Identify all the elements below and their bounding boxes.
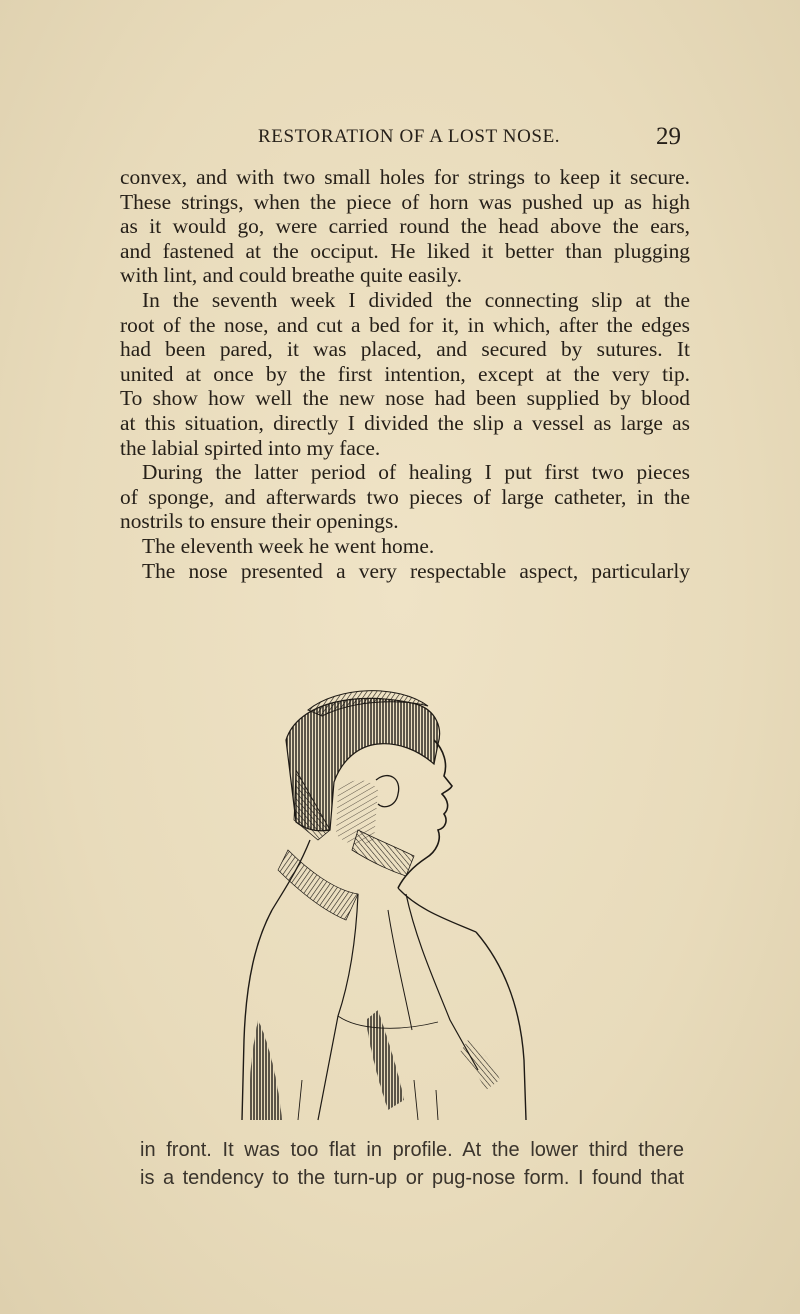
text-line: in front. It was too flat in profile. At the lower third there	[140, 1139, 684, 1161]
text-line: These strings, when the piece of horn was pushed up as high	[120, 189, 690, 214]
shirt-front	[388, 910, 412, 1030]
text-line: To show how well the new nose had been supplied by blood	[120, 386, 690, 411]
text-line: nostrils to ensure their openings.	[120, 509, 399, 534]
text-line: and fastened at the occiput. He liked it better than plugging	[120, 238, 690, 263]
waist-line	[338, 1016, 438, 1028]
text-line: as it would go, were carried round the head above the ears,	[120, 214, 690, 239]
running-head: RESTORATION OF A LOST NOSE.	[258, 126, 561, 147]
text-line: at this situation, directly I divided the slip a vessel as large as	[120, 410, 690, 435]
text-line: is a tendency to the turn-up or pug-nose form. I found that	[140, 1167, 684, 1189]
text-line: the labial spirted into my face.	[120, 435, 381, 460]
ear	[376, 776, 399, 807]
coat-shading-center	[366, 1010, 404, 1110]
page-header	[0, 123, 800, 156]
coat-shading-right	[460, 1040, 500, 1090]
text-line: During the latter period of healing I put first two pieces	[142, 460, 690, 485]
lapel-left	[318, 894, 358, 1120]
text-line: united at once by the first intention, except at the very tip.	[120, 361, 690, 386]
text-line: with lint, and could breathe quite easily.	[120, 263, 462, 288]
text-line: The nose presented a very respectable aspect, particularly	[142, 558, 690, 583]
text-line: root of the nose, and cut a bed for it, in which, after the edges	[120, 312, 690, 337]
text-line: convex, and with two small holes for strings to keep it secure.	[120, 165, 690, 189]
body-paragraphs	[120, 165, 690, 583]
text-line: The eleventh week he went home.	[142, 533, 435, 558]
text-line: In the seventh week I divided the connecting slip at the	[142, 287, 690, 312]
patient-profile-illustration	[238, 680, 530, 1128]
continued-text	[140, 1136, 684, 1192]
beard	[352, 830, 414, 876]
page-number: 29	[656, 123, 681, 150]
text-line: of sponge, and afterwards two pieces of large catheter, in the	[120, 484, 690, 509]
collar-shading	[278, 850, 358, 920]
portrait-engraving	[238, 680, 530, 1128]
coat-shading-left	[249, 1020, 282, 1120]
text-line: had been pared, it was placed, and secured by sutures. It	[120, 337, 690, 362]
